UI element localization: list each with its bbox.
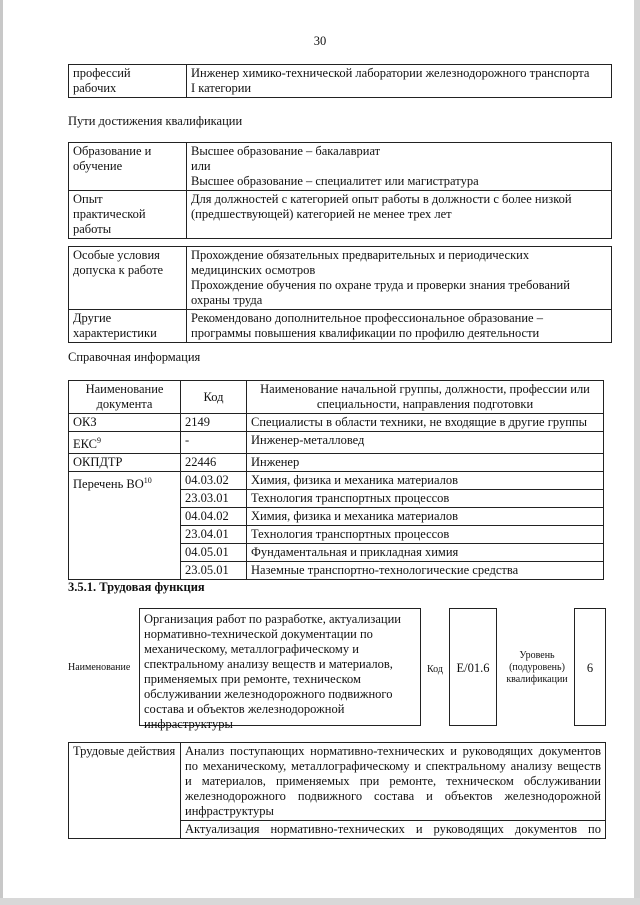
function-code-box xyxy=(449,608,497,726)
paths-label-line: Образование и xyxy=(73,144,152,158)
ref-code-cell: - xyxy=(181,432,247,454)
conditions-label-line: характеристики xyxy=(73,326,157,340)
table-row xyxy=(69,472,604,490)
top-value-line: Инженер химико-технической лаборатории железнодорожного транспорта xyxy=(191,66,590,80)
ref-doc-cell xyxy=(69,472,181,580)
paths-table xyxy=(68,142,612,239)
footnote-marker: 10 xyxy=(143,476,152,486)
paths-label-line: работы xyxy=(73,222,112,236)
ref-code-cell: 04.04.02 xyxy=(181,508,247,526)
function-level-value: 6 xyxy=(586,661,594,675)
paths-value-line: Высшее образование – специалитет или магистратура xyxy=(191,174,479,188)
reference-table xyxy=(68,380,604,580)
conditions-value-cell xyxy=(187,310,612,343)
ref-doc-text: ОКПДТР xyxy=(73,455,123,470)
ref-name-cell: Фундаментальная и прикладная химия xyxy=(247,544,604,562)
ref-doc-text: Перечень ВО xyxy=(73,477,144,492)
conditions-label-line: Особые условия xyxy=(73,248,160,262)
ref-code-cell: 23.04.01 xyxy=(181,526,247,544)
top-label-cell xyxy=(69,65,187,98)
actions-label-cell: Трудовые действия xyxy=(69,743,181,839)
paths-value-cell xyxy=(187,143,612,191)
ref-name-cell: Химия, физика и механика материалов xyxy=(247,472,604,490)
function-code-value: E/01.6 xyxy=(456,661,490,675)
paths-value-line: или xyxy=(191,159,211,173)
header-code-cell: Код xyxy=(181,381,247,414)
function-name-line: инфраструктуры xyxy=(144,717,233,731)
function-level-box xyxy=(574,608,606,726)
ref-doc-text: ОКЗ xyxy=(73,415,97,429)
function-name-line: применяемых при ремонте, техническом xyxy=(144,672,361,686)
reference-heading: Справочная информация xyxy=(68,350,201,364)
paths-label-cell xyxy=(69,191,187,239)
actions-item-cell xyxy=(181,821,606,839)
ref-doc-cell xyxy=(69,414,181,432)
scan-edge-right xyxy=(634,0,640,905)
paths-value-line: (предшествующей) категорией не менее трех лет xyxy=(191,207,452,221)
ref-code-cell: 04.03.02 xyxy=(181,472,247,490)
header-doc-line: Наименование xyxy=(85,382,164,396)
paths-value-line: Для должностей с категорией опыт работы в должности с более низкой xyxy=(191,192,572,206)
ref-code-cell: 23.05.01 xyxy=(181,562,247,580)
actions-line: Актуализация нормативно-технических и руководящих документов по xyxy=(185,822,601,836)
function-name-line: обслуживании железнодорожного подвижного xyxy=(144,687,393,701)
table-row xyxy=(69,143,612,191)
function-name-line: Организация работ по разработке, актуализации xyxy=(144,612,401,626)
function-level-label-line: Уровень xyxy=(519,650,555,661)
function-name-label: Наименование xyxy=(68,662,131,673)
conditions-label-cell xyxy=(69,247,187,310)
table-row xyxy=(69,432,604,454)
table-row xyxy=(69,65,612,98)
paths-label-line: обучение xyxy=(73,159,123,173)
header-name-line: Наименование начальной группы, должности, профессии или xyxy=(260,382,590,396)
footnote-marker: 9 xyxy=(97,436,101,445)
conditions-table xyxy=(68,246,612,343)
function-name-line: нормативно-технической документации по xyxy=(144,627,373,641)
ref-code-cell: 04.05.01 xyxy=(181,544,247,562)
actions-item-cell xyxy=(181,743,606,821)
function-name-line: состава и объектов железнодорожной xyxy=(144,702,345,716)
scan-edge-bottom xyxy=(0,898,640,905)
actions-line: железнодорожного подвижного состава и объектов железнодорожной xyxy=(185,789,601,803)
ref-code-cell: 23.03.01 xyxy=(181,490,247,508)
top-label-line: рабочих xyxy=(73,81,117,95)
paths-label-line: Опыт xyxy=(73,192,103,206)
ref-name-cell: Инженер-металловед xyxy=(247,432,604,454)
paths-heading: Пути достижения квалификации xyxy=(68,114,243,128)
ref-name-cell: Технология транспортных процессов xyxy=(247,490,604,508)
ref-code-cell: 2149 xyxy=(181,414,247,432)
function-name-line: механическому, металлографическому и xyxy=(144,642,359,656)
conditions-value-line: медицинских осмотров xyxy=(191,263,316,277)
page-number: 30 xyxy=(313,34,327,48)
function-level-label-line: (подуровень) xyxy=(509,662,565,673)
ref-name-cell: Специалисты в области техники, не входящие в другие группы xyxy=(247,414,604,432)
ref-doc-cell xyxy=(69,432,181,454)
conditions-value-line: программы повышения квалификации по профилю деятельности xyxy=(191,326,540,340)
top-value-line: I категории xyxy=(191,81,252,95)
conditions-value-line: охраны труда xyxy=(191,293,263,307)
paths-value-line: Высшее образование – бакалавриат xyxy=(191,144,381,158)
conditions-label-line: Другие xyxy=(73,311,112,325)
function-level-label xyxy=(502,650,572,686)
table-row xyxy=(69,310,612,343)
table-row xyxy=(69,743,606,821)
top-table xyxy=(68,64,612,98)
actions-table xyxy=(68,742,606,839)
ref-code-cell: 22446 xyxy=(181,454,247,472)
function-heading: 3.5.1. Трудовая функция xyxy=(68,580,205,594)
header-doc-cell xyxy=(69,381,181,414)
conditions-label-cell xyxy=(69,310,187,343)
function-level-label-line: квалификации xyxy=(506,674,568,685)
conditions-value-line: Прохождение обязательных предварительных и периодических xyxy=(191,248,530,262)
header-name-line: специальности, направления подготовки xyxy=(316,397,534,411)
table-row xyxy=(69,454,604,472)
paths-value-cell xyxy=(187,191,612,239)
header-name-cell xyxy=(247,381,604,414)
function-name-box xyxy=(139,608,421,731)
conditions-value-cell xyxy=(187,247,612,310)
function-name-line: спектральному анализу веществ и материалов, xyxy=(144,657,393,671)
conditions-value-line: Рекомендовано дополнительное профессиональное образование – xyxy=(191,311,543,325)
table-row xyxy=(69,247,612,310)
actions-line: и материалов, применяемых при ремонте, техническом обслуживании xyxy=(185,774,601,788)
ref-doc-text: ЕКС xyxy=(73,437,97,452)
ref-name-cell: Наземные транспортно-технологические средства xyxy=(247,562,604,580)
function-code-label: Код xyxy=(427,664,443,675)
table-header-row xyxy=(69,381,604,414)
paths-label-line: практической xyxy=(73,207,146,221)
scan-edge-left xyxy=(0,0,3,905)
reference-rows xyxy=(69,414,604,580)
table-row xyxy=(69,414,604,432)
actions-line: инфраструктуры xyxy=(185,804,274,818)
conditions-label-line: допуска к работе xyxy=(73,263,164,277)
ref-doc-cell xyxy=(69,454,181,472)
actions-line: по механическому, металлографическому и спектральному анализу веществ xyxy=(185,759,601,773)
ref-name-cell: Технология транспортных процессов xyxy=(247,526,604,544)
conditions-value-line: Прохождение обучения по охране труда и проверки знания требований xyxy=(191,278,570,292)
ref-name-cell: Химия, физика и механика материалов xyxy=(247,508,604,526)
table-row xyxy=(69,191,612,239)
ref-name-cell: Инженер xyxy=(247,454,604,472)
actions-line: Анализ поступающих нормативно-технических и руководящих документов xyxy=(185,744,601,758)
top-label-line: профессий xyxy=(73,66,131,80)
header-doc-line: документа xyxy=(96,397,153,411)
top-value-cell xyxy=(187,65,612,98)
paths-label-cell xyxy=(69,143,187,191)
